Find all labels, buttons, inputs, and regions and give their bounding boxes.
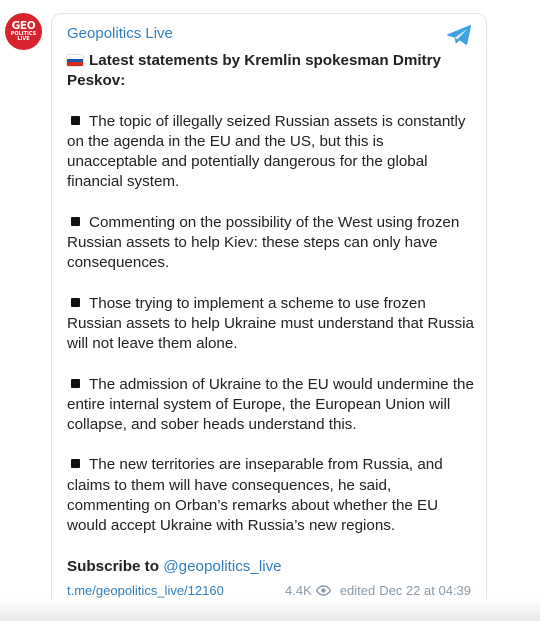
avatar-text-geo: GEO xyxy=(11,19,36,32)
statement-text-1: The topic of illegally seized Russian assets is constantly on the agenda in the EU and the US, but this is unacceptable and potentially dangerous for the global financial system. xyxy=(67,112,466,191)
statement-text-5: The new territories are inseparable from Russia, and claims to them will have consequences, he said, commenting on Orban’s remarks about whether the EU would accept Ukraine with Russia’s new regions. xyxy=(67,456,443,535)
message-footer xyxy=(67,581,471,599)
statement-text-2: Commenting on the possibility of the West using frozen Russian assets to help Kiev: these steps can only have consequences. xyxy=(67,213,460,272)
edited-label: edited xyxy=(339,582,376,598)
avatar-text-politics: POLITICS xyxy=(10,31,37,38)
black-square-icon xyxy=(71,379,80,388)
statement-paragraph-5 xyxy=(67,455,477,536)
statement-text-3: Those trying to implement a scheme to use frozen Russian assets to help Ukraine must understand that Russia will not leave them alone. xyxy=(67,294,474,353)
statement-text-4: The admission of Ukraine to the EU would undermine the entire internal system of Europe, the European Union will collapse, and sober heads understand this. xyxy=(67,375,474,434)
subscribe-prefix: Subscribe to xyxy=(67,557,164,575)
eye-icon xyxy=(316,585,331,596)
post-headline xyxy=(67,51,477,92)
subscribe-line xyxy=(67,557,477,577)
telegram-share-icon[interactable] xyxy=(446,24,472,46)
message-bubble xyxy=(51,13,487,609)
post-permalink[interactable]: t.me/geopolitics_live/12160 xyxy=(67,582,224,598)
statement-paragraph-1 xyxy=(67,112,477,193)
bottom-edge-shadow xyxy=(0,599,540,621)
subscribe-handle-link[interactable]: @geopolitics_live xyxy=(163,557,282,575)
avatar-text-live: LIVE xyxy=(17,36,30,43)
post-timestamp: Dec 22 at 04:39 xyxy=(379,582,471,598)
black-square-icon xyxy=(71,298,80,307)
post-body xyxy=(67,51,477,592)
headline-text: Latest statements by Kremlin spokesman Dmitry Peskov: xyxy=(67,52,441,90)
channel-avatar[interactable] xyxy=(5,13,42,50)
russia-flag-icon xyxy=(67,55,83,66)
black-square-icon xyxy=(71,116,80,125)
channel-name-link[interactable]: Geopolitics Live xyxy=(67,25,173,42)
statement-paragraph-3 xyxy=(67,294,477,355)
black-square-icon xyxy=(71,459,80,468)
statement-paragraph-4 xyxy=(67,375,477,436)
view-count: 4.4K xyxy=(285,582,312,598)
black-square-icon xyxy=(71,217,80,226)
statement-paragraph-2 xyxy=(67,213,477,274)
